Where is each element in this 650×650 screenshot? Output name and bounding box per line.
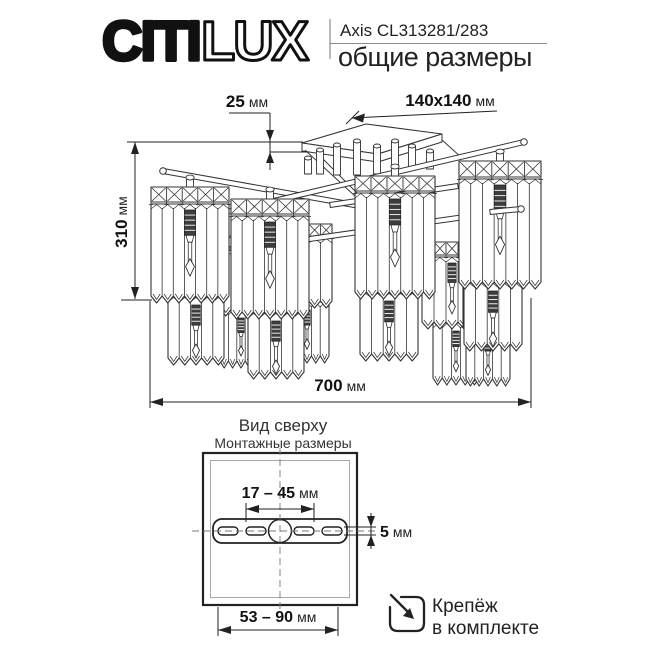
keyhole-narrow-label: 17 – 45 мм xyxy=(241,485,319,502)
fastener-note-line1: Крепёж xyxy=(432,596,498,617)
width-label: 700 мм xyxy=(314,376,366,395)
top-view-section xyxy=(192,416,412,636)
keyhole-wide-label: 53 – 90 мм xyxy=(239,609,317,626)
canopy-plate-label: 140x140 мм xyxy=(405,91,495,110)
fastener-note xyxy=(390,595,539,639)
plate-thickness-label: 5 мм xyxy=(380,524,413,541)
brand-logo-citi: CITI xyxy=(102,9,200,72)
top-view-title: Вид сверху xyxy=(238,416,328,435)
height-label: 310мм xyxy=(112,196,131,248)
canopy-offset-label: 25 мм xyxy=(225,92,269,111)
header xyxy=(102,9,547,72)
fastener-note-line2: в комплекте xyxy=(432,618,540,639)
page-title: общие размеры xyxy=(338,42,532,72)
chandelier-drawing xyxy=(149,124,543,386)
model-number: Axis CL313281/283 xyxy=(340,21,489,40)
brand-logo-lux: LUX xyxy=(201,9,307,72)
top-view-subtitle: Монтажные размеры xyxy=(214,435,352,451)
